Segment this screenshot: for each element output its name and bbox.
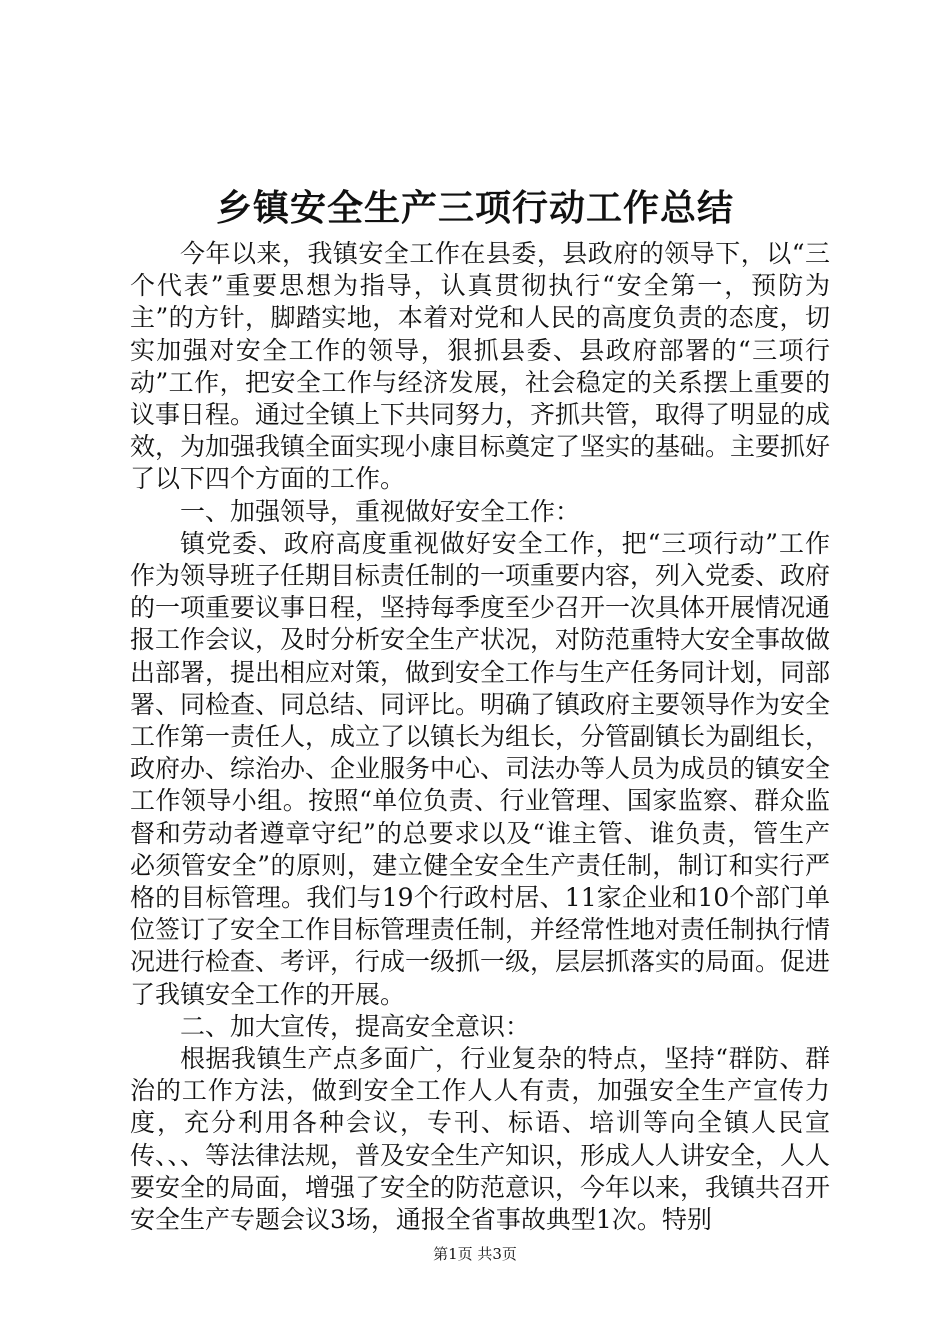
- section-heading-1: 一、加强领导，重视做好安全工作：: [180, 496, 581, 526]
- page-number-footer: 第1页 共3页: [433, 1245, 517, 1263]
- paragraph-section-2: 根据我镇生产点多面广，行业复杂的特点，坚持“群防、群治的工作方法，做到安全工作人人有责，加强安全生产宣传力度，充分利用各种会议，专刊、标语、培训等向全镇人民宣传、、、等法律法规，普及安全生产知识，形成人人讲安全，人人要安全的局面，增强了安全的防范意识，今年以来，我镇共召开安全生产专题会议3场，通报全省事故典型1次。特别: [130, 1044, 831, 1235]
- paragraph-section-1: 镇党委、政府高度重视做好安全工作，把“三项行动”工作作为领导班子任期目标责任制的一项重要内容，列入党委、政府的一项重要议事日程，坚持每季度至少召开一次具体开展情况通报工作会议，及时分析安全生产状况，对防范重特大安全事故做出部署，提出相应对策，做到安全工作与生产任务同计划，同部署、同检查、同总结、同评比。明确了镇政府主要领导作为安全工作第一责任人，成立了以镇长为组长，分管副镇长为副组长，政府办、综治办、企业服务中心、司法办等人员为成员的镇安全工作领导小组。按照“单位负责、行业管理、国家监察、群众监督和劳动者遵章守纪”的总要求以及“谁主管、谁负责，管生产必须管安全”的原则，建立健全安全生产责任制，制订和实行严格的目标管理。我们与19个行政村居、11家企业和10个部门单位签订了安全工作目标管理责任制，并经常性地对责任制执行情况进行检查、考评，行成一级抓一级，层层抓落实的局面。促进了我镇安全工作的开展。: [130, 528, 831, 1009]
- section-heading-2: 二、加大宣传，提高安全意识：: [180, 1011, 531, 1041]
- document-title: 乡镇安全生产三项行动工作总结: [215, 187, 734, 229]
- paragraph-intro: 今年以来，我镇安全工作在县委，县政府的领导下，以“三个代表”重要思想为指导，认真贯彻执行“安全第一，预防为主”的方针，脚踏实地，本着对党和人民的高度负责的态度，切实加强对安全工作的领导，狠抓县委、县政府部署的“三项行动”工作，把安全工作与经济发展，社会稳定的关系摆上重要的议事日程。通过全镇上下共同努力，齐抓共管，取得了明显的成效，为加强我镇全面实现小康目标奠定了坚实的基础。主要抓好了以下四个方面的工作。: [130, 239, 831, 494]
- document-body: [130, 238, 830, 1236]
